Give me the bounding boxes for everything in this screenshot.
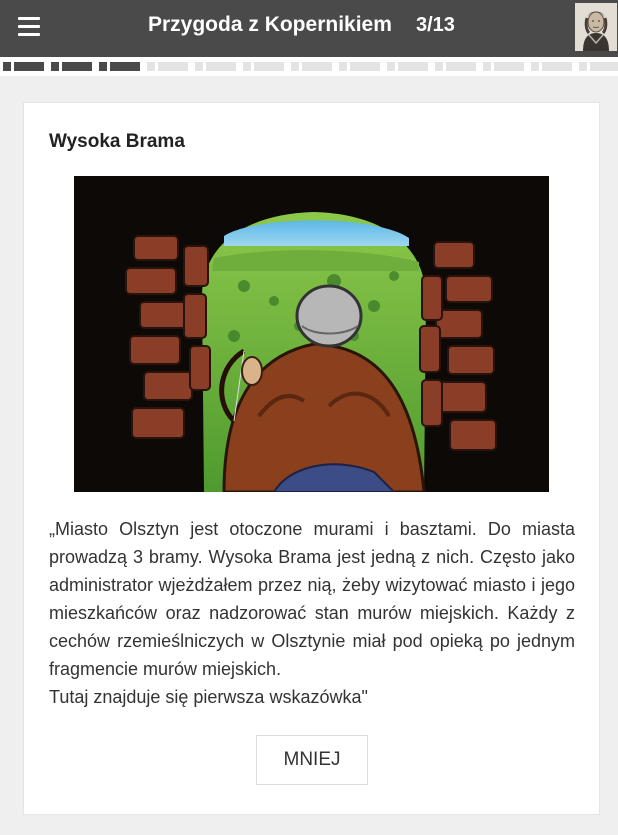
progress-bar — [0, 57, 618, 76]
less-button[interactable]: MNIEJ — [256, 735, 368, 785]
progress-step — [110, 62, 140, 71]
progress-step-marker — [483, 62, 491, 71]
app-title: Przygoda z Kopernikiem — [148, 13, 392, 36]
page-counter: 3/13 — [416, 14, 455, 36]
progress-step-marker — [387, 62, 395, 71]
progress-step-marker — [291, 62, 299, 71]
progress-step — [398, 62, 428, 71]
story-card — [23, 102, 600, 815]
progress-step-marker — [339, 62, 347, 71]
app-header — [0, 0, 618, 57]
progress-step — [254, 62, 284, 71]
progress-step — [206, 62, 236, 71]
progress-step-marker — [195, 62, 203, 71]
progress-step — [542, 62, 572, 71]
progress-step — [494, 62, 524, 71]
progress-step-marker — [99, 62, 107, 71]
progress-step — [446, 62, 476, 71]
progress-step-marker — [147, 62, 155, 71]
progress-step-marker — [579, 62, 587, 71]
story-paragraph: „Miasto Olsztyn jest otoczone murami i basztami. Do miasta prowadzą 3 bramy. Wysoka Brama jest jedną z nich. Często jako administrator wjeżdżałem przez nią, żeby wizytować miasto i jego mieszkańców oraz nadzorować stan murów miejskich. Każdy z cechów rzemieślniczych w Olsztynie miał pod opieką po jednym fragmencie murów miejskich. — [49, 519, 575, 679]
progress-step-marker — [531, 62, 539, 71]
progress-step — [158, 62, 188, 71]
progress-step — [62, 62, 92, 71]
progress-step-marker — [435, 62, 443, 71]
hamburger-menu-icon[interactable] — [18, 17, 40, 37]
copernicus-avatar-icon[interactable] — [575, 3, 617, 51]
card-title: Wysoka Brama — [49, 131, 185, 152]
progress-step — [302, 62, 332, 71]
progress-step-marker — [3, 62, 11, 71]
progress-step-marker — [51, 62, 59, 71]
progress-step — [590, 62, 618, 71]
story-text — [49, 515, 575, 711]
story-paragraph-last: Tutaj znajduje się pierwsza wskazówka" — [49, 687, 368, 707]
progress-step-marker — [243, 62, 251, 71]
progress-step — [14, 62, 44, 71]
scene-illustration — [74, 176, 549, 492]
progress-step — [350, 62, 380, 71]
